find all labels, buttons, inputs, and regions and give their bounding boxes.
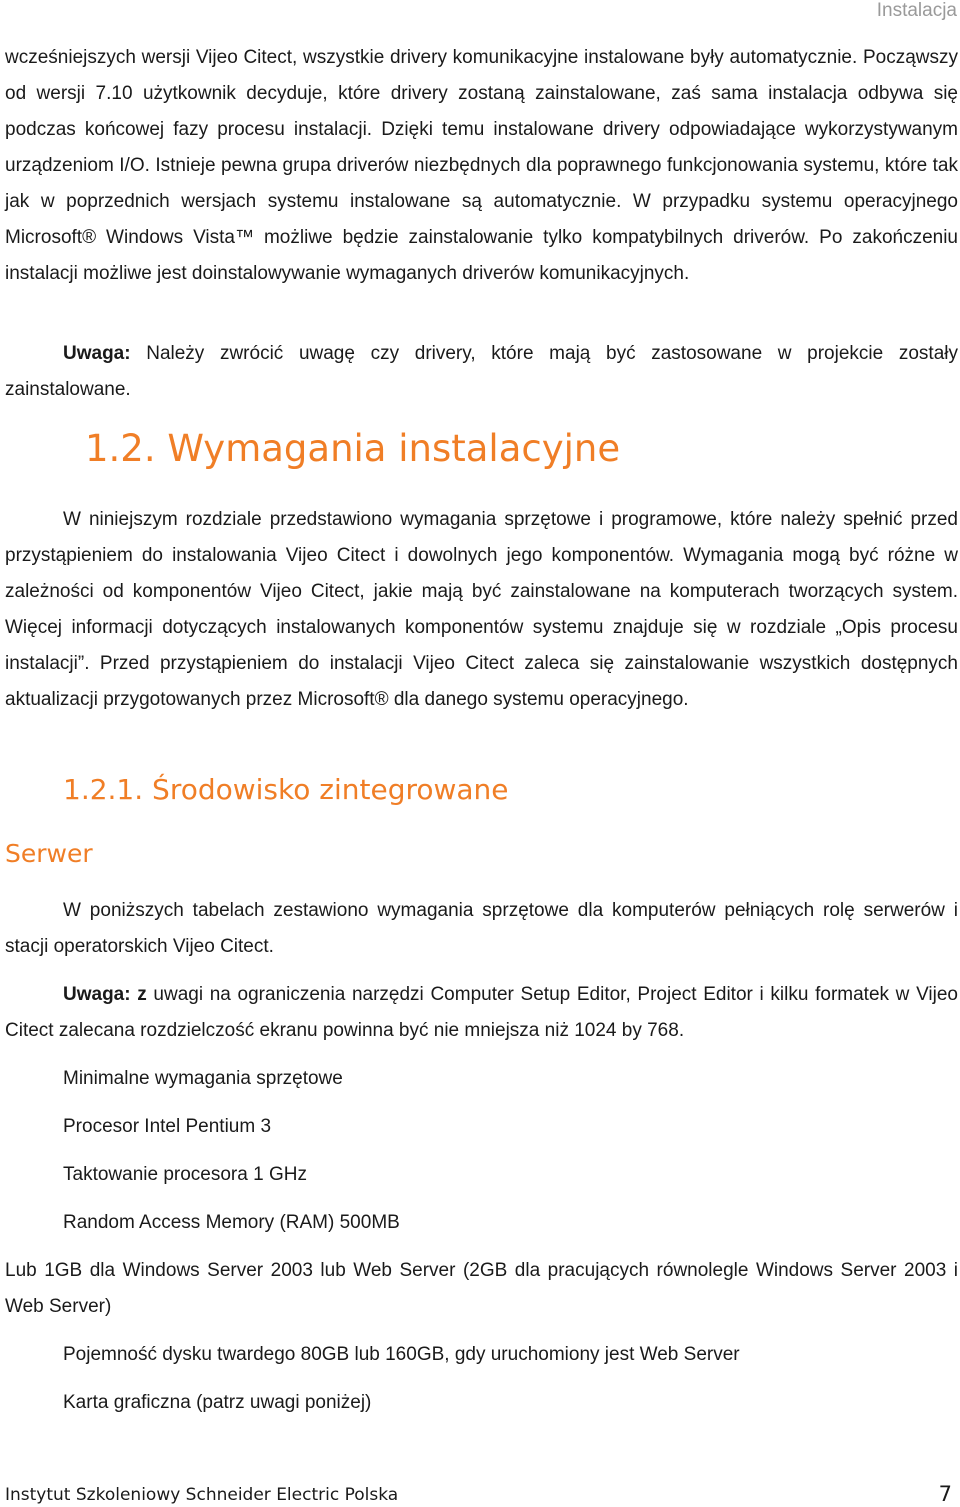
- server-paragraph: [5, 893, 958, 965]
- note-text: Należy zwrócić uwagę czy drivery, które mają być zastosowane w projekcie zostały zainstalowane.: [5, 343, 958, 400]
- footer-publisher: Instytut Szkoleniowy Schneider Electric Polska: [5, 1485, 399, 1505]
- intro-paragraph: wcześniejszych wersji Vijeo Citect, wszystkie drivery komunikacyjne instalowane były automatycznie. Począwszy od wersji 7.10 użytkownik decyduje, które drivery zostaną zainstalowane, zaś sama instalacja odbywa się podczas końcowej fazy procesu instalacji. Dzięki temu instalowane drivery odpowiadające wykorzystywanym urządzeniom I/O. Istnieje pewna grupa driverów niezbędnych dla poprawnego funkcjonowania systemu, które tak jak w poprzednich wersjach systemu instalowane są automatycznie. W przypadku systemu operacyjnego Microsoft® Windows Vista™ możliwe będzie zainstalowanie tylko kompatybilnych driverów. Po zakończeniu instalacji możliwe jest doinstalowywanie wymaganych driverów komunikacyjnych.: [5, 47, 958, 284]
- running-header: Instalacja: [876, 0, 957, 21]
- requirements-intro-paragraph: [5, 502, 958, 718]
- requirements-heading: Minimalne wymagania sprzętowe: [63, 1068, 343, 1089]
- requirement-gpu: Karta graficzna (patrz uwagi poniżej): [63, 1392, 372, 1413]
- note-installed-drivers: [5, 336, 958, 408]
- requirement-ram-alt: [5, 1253, 958, 1325]
- server-text: W poniższych tabelach zestawiono wymagania sprzętowe dla komputerów pełniących rolę serwerów i stacji operatorskich Vijeo Citect.: [5, 900, 958, 957]
- note-label: Uwaga:: [63, 343, 131, 364]
- requirement-ram: Random Access Memory (RAM) 500MB: [63, 1212, 400, 1233]
- subsection-heading-server: Serwer: [5, 839, 93, 868]
- requirement-cpu: Procesor Intel Pentium 3: [63, 1116, 272, 1137]
- requirement-ram-alt-text: Lub 1GB dla Windows Server 2003 lub Web Server (2GB dla pracujących równolegle Windows Server 2003 i Web Server): [5, 1260, 958, 1317]
- section-heading-1-2-1: 1.2.1. Środowisko zintegrowane: [63, 773, 509, 806]
- section-heading-1-2: 1.2. Wymagania instalacyjne: [85, 427, 621, 470]
- page-number: 7: [938, 1482, 952, 1506]
- note-resolution: [5, 977, 958, 1049]
- note-text: uwagi na ograniczenia narzędzi Computer Setup Editor, Project Editor i kilku formatek w Vijeo Citect zalecana rozdzielczość ekranu powinna być nie mniejsza niż 1024 by 768.: [5, 984, 958, 1041]
- requirement-disk: Pojemność dysku twardego 80GB lub 160GB, gdy uruchomiony jest Web Server: [63, 1344, 740, 1365]
- note-label: Uwaga: z: [63, 984, 147, 1005]
- requirement-clock: Taktowanie procesora 1 GHz: [63, 1164, 307, 1185]
- requirements-intro-text: W niniejszym rozdziale przedstawiono wymagania sprzętowe i programowe, które należy spełnić przed przystąpieniem do instalowania Vijeo Citect i dowolnych jego komponentów. Wymagania mogą być różne w zależności od komponentów Vijeo Citect, jakie mają być zainstalowane na komputerach tworzących system. Więcej informacji dotyczących instalowanych komponentów systemu znajduje się w rozdziale „Opis procesu instalacji”. Przed przystąpieniem do instalacji Vijeo Citect zaleca się zainstalowanie wszystkich dostępnych aktualizacji przygotowanych przez Microsoft® dla danego systemu operacyjnego.: [5, 509, 958, 710]
